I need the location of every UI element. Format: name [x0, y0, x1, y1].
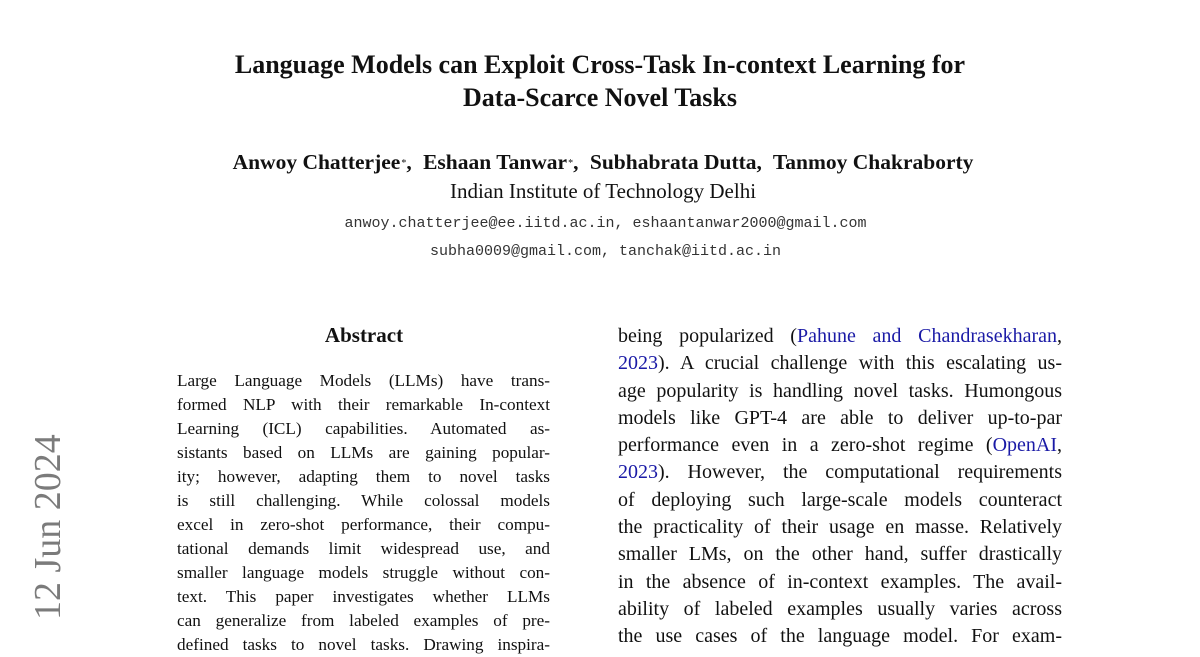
body-line [618, 623, 1062, 650]
body-text-segment: age popularity is handling novel tasks. Humongous [618, 379, 1062, 402]
body-text-segment: in the absence of in-context examples. The avail- [618, 570, 1062, 593]
abstract-text [177, 369, 550, 657]
body-line [618, 378, 1062, 405]
citation-link[interactable]: 2023 [618, 461, 658, 484]
body-line [618, 569, 1062, 596]
abstract-line: defined tasks to novel tasks. Drawing inspira- [177, 635, 550, 654]
email-line: subha0009@gmail.com, tanchak@iitd.ac.in [429, 243, 782, 260]
citation-link[interactable]: Pahune and Chandrasekharan [796, 325, 1057, 347]
body-line [618, 514, 1062, 541]
body-text-segment: smaller LMs, on the other hand, suffer drastically [618, 543, 1062, 566]
body-text-segment: of deploying such large-scale models counteract [618, 488, 1062, 511]
author-name: Anwoy Chatterjee [232, 150, 401, 174]
body-text-segment: models like GPT-4 are able to deliver up-to-par [618, 406, 1062, 429]
body-text-segment: ability of labeled examples usually varies across [618, 597, 1062, 620]
abstract-line: text. This paper investigates whether LLMs [177, 587, 550, 606]
abstract-line: Learning (ICL) capabilities. Automated as- [177, 419, 550, 438]
author-list: Anwoy Chatterjee*, Eshaan Tanwar*, Subhabrata Dutta, Tanmoy Chakraborty [232, 150, 974, 174]
author-name: Tanmoy Chakraborty [772, 150, 974, 174]
equal-contribution-mark: * [401, 158, 407, 169]
body-line [618, 350, 1062, 377]
body-text-segment: the use cases of the language model. For exam- [618, 625, 1062, 648]
author-name: Subhabrata Dutta [589, 150, 757, 174]
title-line-1: Language Models can Exploit Cross-Task In-context Learning for [234, 50, 966, 79]
abstract-line: Large Language Models (LLMs) have trans- [177, 371, 550, 390]
abstract-line: formed NLP with their remarkable In-context [177, 395, 550, 414]
body-text-segment: , [1057, 434, 1062, 457]
body-text-segment: ). However, the computational requirements [658, 461, 1062, 484]
body-line [618, 487, 1062, 514]
abstract-line: sistants based on LLMs are gaining popular- [177, 443, 550, 462]
affiliation: Indian Institute of Technology Delhi [449, 179, 757, 203]
body-text-segment: , [1057, 325, 1062, 347]
arxiv-date-stamp: 12 Jun 2024 [27, 434, 69, 620]
abstract-line: is still challenging. While colossal models [177, 491, 550, 510]
abstract-line: smaller language models struggle without con- [177, 563, 550, 582]
body-text-segment: performance even in a zero-shot regime ( [618, 434, 993, 457]
abstract-line: can generalize from labeled examples of pre- [177, 611, 550, 630]
body-line [618, 541, 1062, 568]
abstract-line: ity; however, adapting them to novel tasks [177, 467, 550, 486]
body-text-segment: the practicality of their usage en masse. Relatively [618, 516, 1062, 539]
paper-title [150, 48, 1050, 114]
abstract-line: excel in zero-shot performance, their compu- [177, 515, 550, 534]
email-line: anwoy.chatterjee@ee.iitd.ac.in, eshaantanwar2000@gmail.com [344, 215, 867, 232]
equal-contribution-mark: * [568, 158, 574, 169]
title-line-2: Data-Scarce Novel Tasks [463, 83, 737, 112]
citation-link[interactable]: 2023 [618, 352, 658, 375]
body-text-column [618, 323, 1062, 651]
abstract-heading: Abstract [324, 323, 404, 347]
citation-link[interactable]: OpenAI [992, 434, 1057, 457]
body-line [618, 596, 1062, 623]
author-name: Eshaan Tanwar [423, 150, 568, 174]
body-line [618, 405, 1062, 432]
abstract-line: tational demands limit widespread use, and [177, 539, 550, 558]
body-text-segment: being popularized ( [618, 325, 797, 347]
body-line [618, 323, 1062, 350]
body-line [618, 459, 1062, 486]
body-text-segment: ). A crucial challenge with this escalating us- [658, 352, 1062, 375]
author-emails [150, 210, 1061, 266]
body-line [618, 432, 1062, 459]
